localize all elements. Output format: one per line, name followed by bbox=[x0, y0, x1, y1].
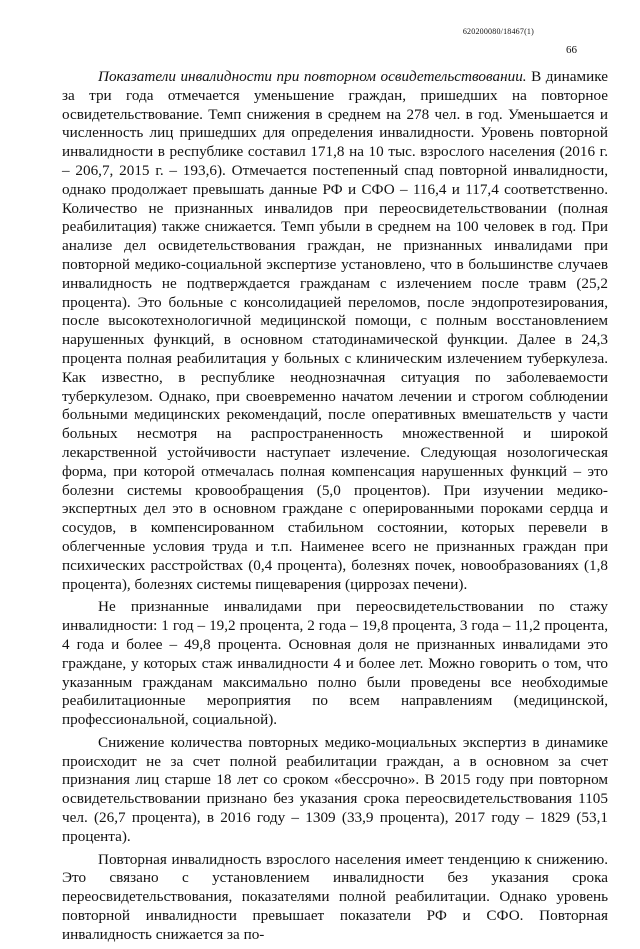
paragraph bbox=[62, 734, 608, 847]
paragraph bbox=[62, 851, 608, 945]
paragraph-text: В динамике за три года отмечается уменьшение граждан, пришедших на повторное освидетельствование. Темп снижения в среднем на 278 чел. в год. Уменьшается и численность лиц пришедших для определения инвалидности. Уровень повторной инвалидности в республике составил 171,8 на 10 тыс. взрослого населения (2016 г. – 206,7, 2015 г. – 193,6). Отмечается постепенный спад повторной инвалидности, однако продолжает превышать данные РФ и СФО – 116,4 и 117,4 соответственно. Количество не признанных инвалидов при переосвидетельствовании (полная реабилитация) также снижается. Темп убыли в среднем на 100 человек в год. При анализе дел освидетельствования граждан, не признанных инвалидами при повторной медико-социальной экспертизе установлено, что в большинстве случаев инвалидность не подтверждается гражданам с излечением после травм (25,2 процента). Это больные с консолидацией переломов, после эндопротезирования, после высокотехнологичной медицинской помощи, с полным восстановлением нарушенных функций, в основном статодинамической функции. Далее в 24,3 процента полная реабилитация у больных с клиническим излечением туберкулеза. Как известно, в республике неоднозначная ситуация по заболеваемости туберкулезом. Однако, при своевременно начатом лечении и строгом соблюдении больными медицинских рекомендаций, после оперативных вмешательств у части больных несмотря на распространенность множественной и широкой лекарственной устойчивости наступает излечение. Следующая нозологическая форма, при которой отмечалась полная компенсация нарушенных функций – это болезни системы кровообращения (5,0 процентов). При изучении медико-экспертных дел это в основном граждане с оперированными пороками сердца и сосудов, в компенсированном стабильном состоянии, которых перевели в облегченные условия труда и т.п. Наименее всего не признанных граждан при психических расстройствах (0,4 процента), болезнях почек, новообразованиях (1,8 процента), болезнях системы пищеварения (циррозах печени). bbox=[62, 68, 608, 593]
document-code: 620200080/18467(1) bbox=[462, 27, 534, 36]
paragraph-text: Снижение количества повторных медико-моциальных экспертиз в динамике происходит не за счет полной реабилитации граждан, а в основном за счет признания лиц старше 18 лет со сроком «бессрочно». В 2015 году при повторном освидетельствовании признано без указания срока переосвидетельствования 1105 чел. (26,7 процента), в 2016 году – 1309 (33,9 процента), 2017 году – 1829 (53,1 процента). bbox=[62, 733, 608, 845]
paragraph-text: Повторная инвалидность взрослого населения имеет тенденцию к снижению. Это связано с установлением инвалидности без указания срока переосвидетельствования, показателями полной реабилитации. Однако уровень повторной инвалидности превышает показатели РФ и СФО. Повторная инвалидность снижается за по- bbox=[62, 850, 608, 943]
paragraph bbox=[62, 598, 608, 730]
page-number: 66 bbox=[566, 44, 577, 56]
section-heading: Показатели инвалидности при повторном освидетельствовании. bbox=[98, 68, 527, 85]
paragraph bbox=[62, 68, 608, 594]
document-body bbox=[62, 68, 608, 949]
paragraph-text: Не признанные инвалидами при переосвидетельствовании по стажу инвалидности: 1 год – 19,2 процента, 2 года – 19,8 процента, 3 года – 11,2 процента, 4 года и более – 49,8 процента. Основная доля не признанных инвалидами это граждане, у которых стаж инвалидности 4 и более лет. Можно говорить о том, что указанным гражданам максимально полно были проведены все необходимые реабилитационные мероприятия по всем направлениям (медицинской, профессиональной, социальной). bbox=[62, 598, 608, 729]
